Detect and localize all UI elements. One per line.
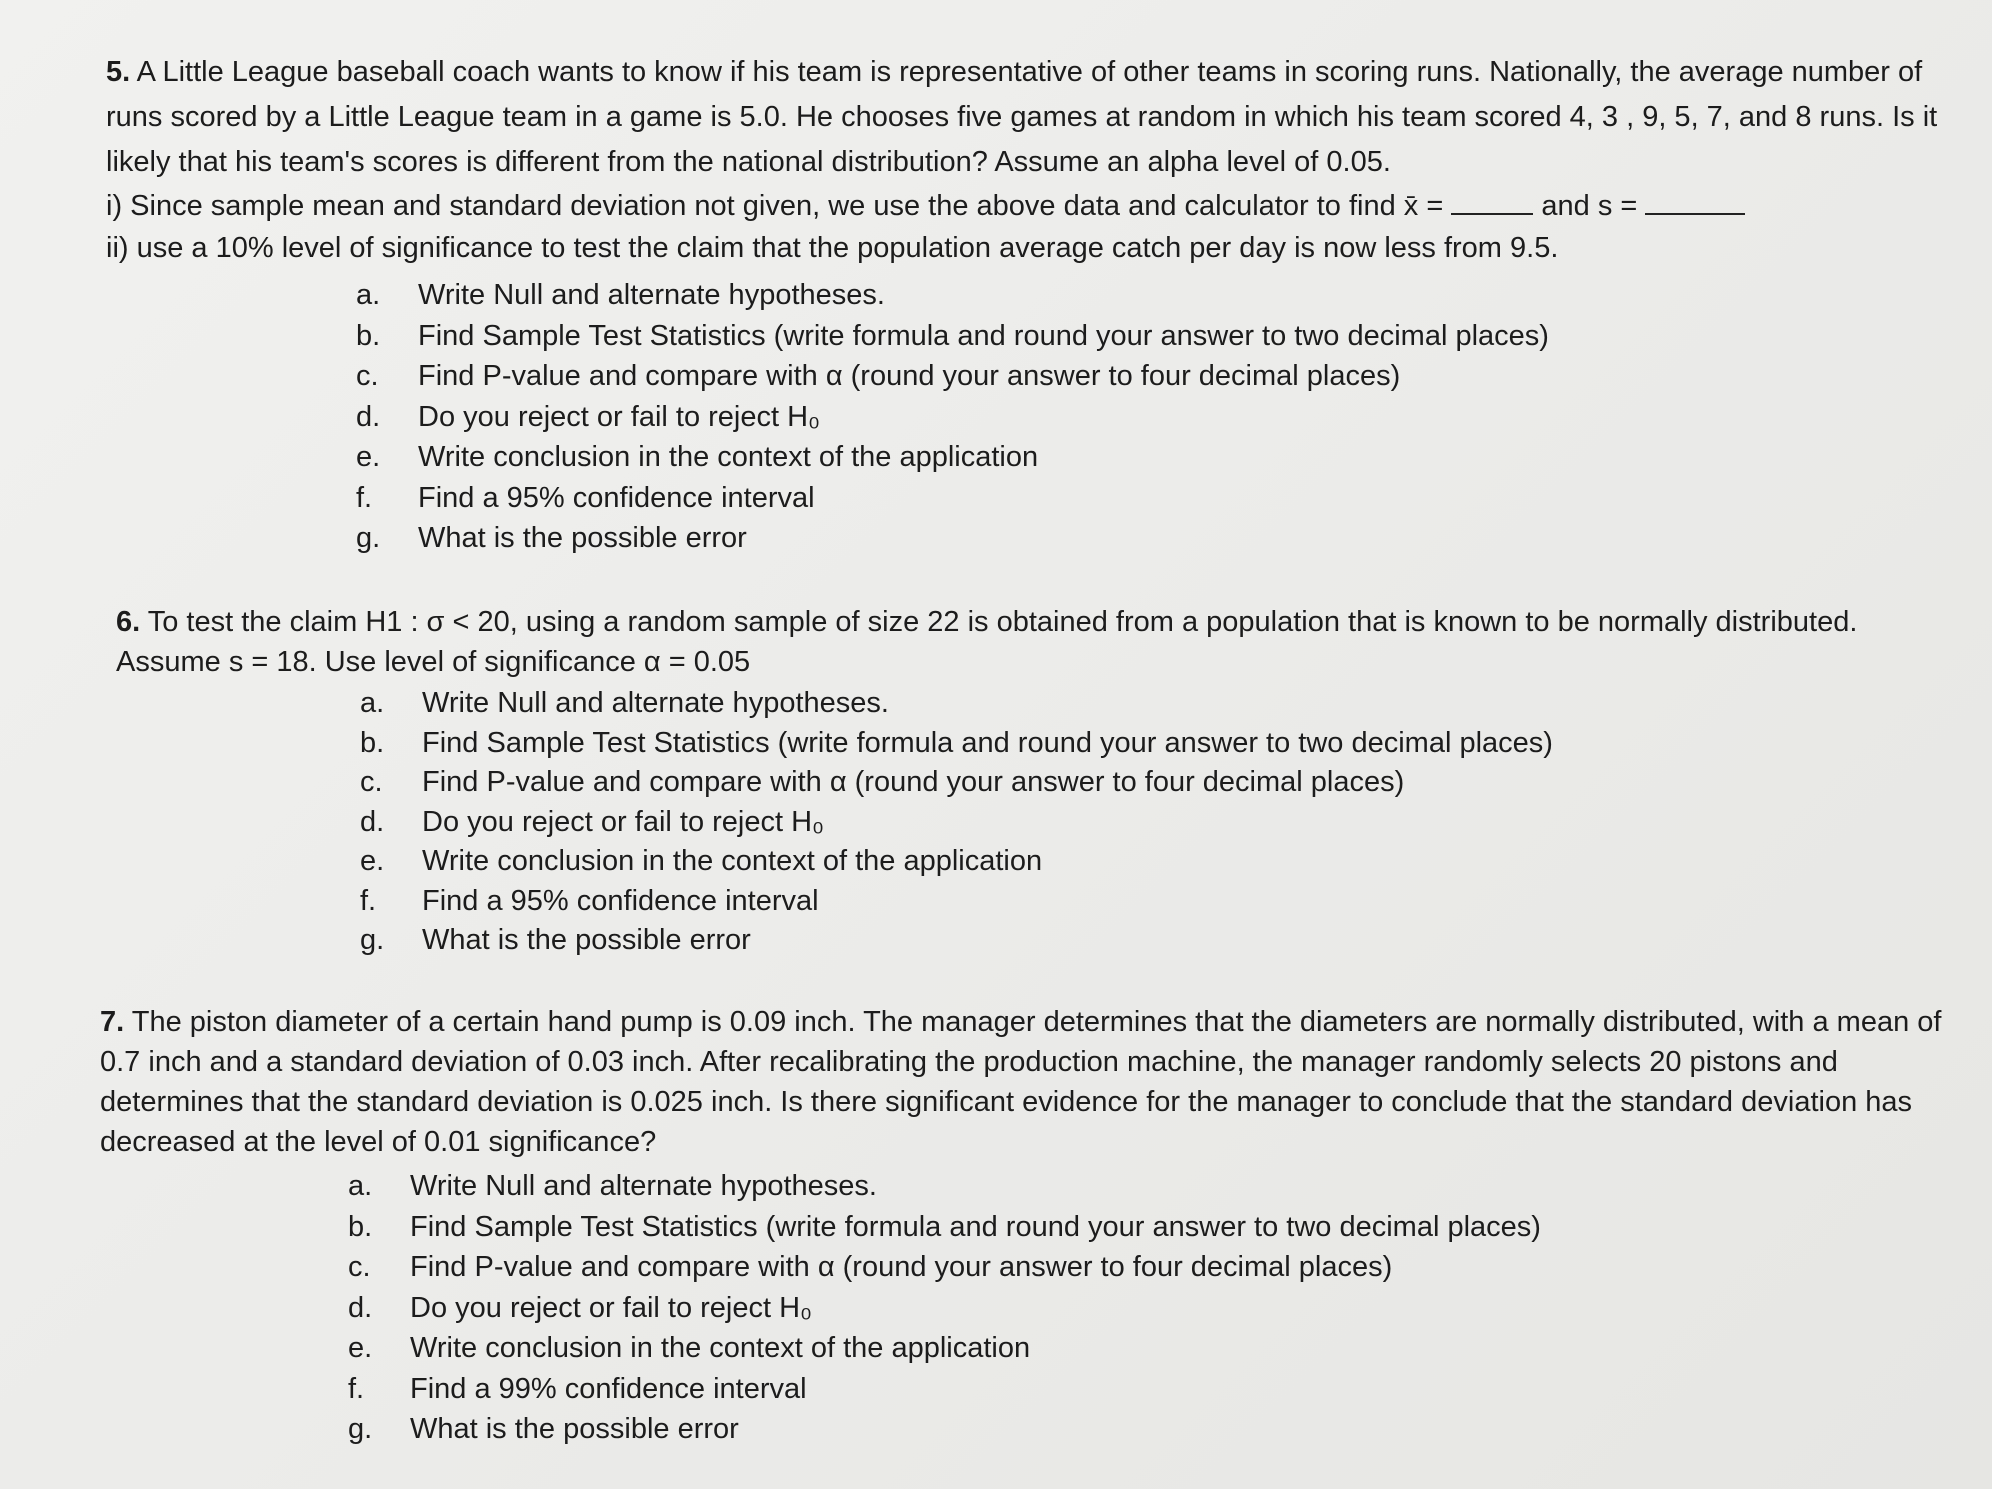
list-item [360,724,1916,764]
item-letter: a. [356,279,381,311]
item-text: Find a 95% confidence interval [418,481,815,514]
item-text: What is the possible error [410,1413,739,1445]
item-letter: a. [348,1170,373,1202]
list-item [356,518,1956,559]
item-text: Write Null and alternate hypotheses. [422,687,889,719]
item-text: Find Sample Test Statistics (write formula and round your answer to two decimal places) [418,319,1549,352]
list-item [348,1409,1960,1450]
problem-6-stem [116,602,1916,682]
problem-6 [116,602,1916,961]
problem-5-stem [106,50,1956,185]
item-letter: c. [360,766,383,798]
list-item [348,1207,1960,1248]
list-item [360,684,1916,724]
item-letter: f. [360,884,377,917]
list-item [356,356,1956,397]
item-letter: e. [348,1332,373,1364]
item-text: Write Null and alternate hypotheses. [418,279,885,311]
list-item [360,842,1916,882]
item-letter: c. [348,1251,371,1283]
item-letter: a. [360,687,385,719]
item-text: Find P-value and compare with α (round your answer to four decimal places) [418,360,1401,392]
problem-5 [106,50,1956,559]
problem-5-items [356,275,1956,559]
item-letter: d. [348,1291,373,1324]
part-ii: ii) use a 10% level of significance to test the claim that the population average catch per day is now less from 9.5. [106,232,1559,264]
list-item [360,921,1916,961]
problem-6-items [360,684,1916,961]
problem-number: 5. [106,56,131,88]
item-letter: f. [356,481,373,514]
item-letter: g. [348,1413,373,1445]
item-text: Write conclusion in the context of the application [418,441,1039,473]
item-letter: d. [356,400,381,433]
item-text: Write conclusion in the context of the application [410,1332,1031,1364]
problem-7 [100,1002,1960,1450]
item-text: Do you reject or fail to reject H₀ [410,1291,813,1324]
item-text: Find a 99% confidence interval [410,1372,807,1405]
item-letter: c. [356,360,379,392]
item-text: Find a 95% confidence interval [422,884,819,917]
problem-7-items [348,1166,1960,1450]
item-text: Do you reject or fail to reject H₀ [418,400,821,433]
problem-number: 6. [116,606,141,638]
item-text: Find Sample Test Statistics (write formula and round your answer to two decimal places) [422,726,1553,759]
item-letter: g. [360,924,385,956]
problem-text: The piston diameter of a certain hand pump is 0.09 inch. The manager determines that the diameters are normally distributed, with a mean of 0.7 inch and a standard deviation of 0.03 inch. After recalibrating the production machine, the manager randomly selects 20 pistons and determines that the standard deviation is 0.025 inch. Is there significant evidence for the manager to conclude that the standard deviation has decreased at the level of 0.01 significance? [100,1006,1942,1158]
item-text: Find P-value and compare with α (round your answer to four decimal places) [422,766,1405,798]
item-text: What is the possible error [418,522,747,554]
item-text: Find Sample Test Statistics (write formula and round your answer to two decimal places) [410,1210,1541,1243]
item-letter: b. [348,1210,373,1243]
item-letter: d. [360,805,385,838]
item-text: Write Null and alternate hypotheses. [410,1170,877,1202]
part-i [106,185,1956,227]
mean-answer-blank[interactable] [1451,189,1533,215]
list-item [348,1247,1960,1288]
list-item [356,316,1956,357]
list-item [356,397,1956,438]
list-item [348,1166,1960,1207]
list-item [356,437,1956,478]
list-item [360,882,1916,922]
list-item [348,1369,1960,1410]
item-letter: g. [356,522,381,554]
item-letter: e. [356,441,381,473]
problem-text: To test the claim H1 : σ < 20, using a random sample of size 22 is obtained from a population that is known to be normally distributed. Assume s = 18. Use level of significance α = 0.05 [116,606,1858,678]
list-item [360,803,1916,843]
item-text: Do you reject or fail to reject H₀ [422,805,825,838]
item-text: Find P-value and compare with α (round your answer to four decimal places) [410,1251,1393,1283]
list-item [356,275,1956,316]
problem-text: A Little League baseball coach wants to know if his team is representative of other teams in scoring runs. Nationally, the average number of runs scored by a Little League team in a game is 5.0. He chooses five games at random in which his team scored 4, 3 , 9, 5, 7, and 8 runs. Is it likely that his team's scores is different from the national distribution? Assume an alpha level of 0.05. [106,56,1938,178]
part-i-text: i) Since sample mean and standard deviation not given, we use the above data and calculator to find x̄ = [106,190,1444,222]
sd-answer-blank[interactable] [1645,189,1745,215]
item-letter: e. [360,845,385,877]
item-text: Write conclusion in the context of the application [422,845,1043,877]
item-letter: b. [360,726,385,759]
item-text: What is the possible error [422,924,751,956]
list-item [348,1328,1960,1369]
item-letter: f. [348,1372,365,1405]
item-letter: b. [356,319,381,352]
list-item [360,763,1916,803]
problem-number: 7. [100,1006,125,1038]
list-item [356,478,1956,519]
list-item [348,1288,1960,1329]
problem-7-stem [100,1002,1960,1162]
part-i-and-s: and s = [1541,190,1638,222]
